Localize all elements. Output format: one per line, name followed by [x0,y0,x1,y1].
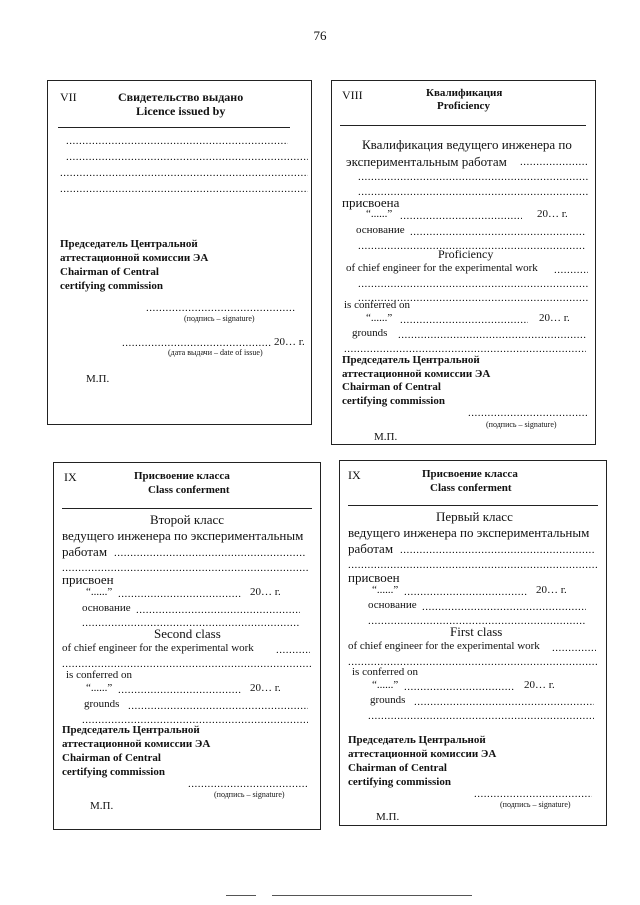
signature-caption: (подпись – signature) [214,790,285,799]
chairman-en-line2: certifying commission [62,766,165,778]
date-quote: “......” [366,208,393,220]
signature-caption: (подпись – signature) [184,314,255,323]
footer-rule-fragment [226,895,256,896]
assigned-label: присвоен [62,572,114,587]
class-ru: Первый класс [436,509,513,524]
qualification-line2: экспериментальным работам [346,154,507,169]
fill-line [276,645,310,656]
chairman-en-line1: Chairman of Central [62,752,161,764]
lead-ru: ведущего инженера по экспериментальным [348,525,590,540]
fill-line [400,211,522,222]
section-title-ru: Присвоение класса [422,468,518,480]
section-title-ru: Квалификация [426,87,503,99]
stamp-mark: М.П. [90,800,114,812]
date-quote: “......” [86,682,113,694]
chairman-en-line1: Chairman of Central [60,266,159,278]
footer-rule [272,895,472,896]
chairman-ru-line1: Председатель Центральной [342,354,480,366]
signature-line [468,408,588,419]
conferred-label: is conferred on [66,669,132,681]
chairman-ru-line2: аттестационной комиссии ЭА [60,252,209,264]
proficiency-line: of chief engineer for the experimental work [346,262,538,274]
assigned-label: присвоен [348,570,400,585]
panel-proficiency [331,80,596,445]
section-number: VIII [342,88,363,102]
fill-line [358,172,588,183]
section-title-ru: Присвоение класса [134,470,230,482]
fill-line [66,136,288,147]
fill-line [60,168,308,179]
chairman-ru-line2: аттестационной комиссии ЭА [348,748,497,760]
fill-line [552,643,596,654]
fill-line [118,589,242,600]
qualification-line1: Квалификация ведущего инженера по [362,137,572,152]
chairman-ru-line2: аттестационной комиссии ЭА [62,738,211,750]
works-label: работам [348,541,394,556]
class-line-en: of chief engineer for the experimental work [348,640,540,652]
fill-line [398,330,586,341]
year-suffix: 20… г. [274,336,305,348]
date-quote: “......” [372,584,399,596]
fill-line [118,685,242,696]
section-number: IX [348,468,361,482]
fill-line [554,265,588,276]
chairman-en-line1: Chairman of Central [342,381,441,393]
page-number: 76 [313,28,327,43]
stamp-mark: М.П. [86,373,110,385]
fill-line [136,605,300,616]
year-suffix: 20… г. [250,682,281,694]
section-title-en: Licence issued by [136,104,226,118]
class-ru: Второй класс [150,512,225,527]
section-number: VII [60,90,77,104]
section-number: IX [64,470,77,484]
basis-label: основание [368,599,417,611]
signature-caption: (подпись – signature) [486,420,557,429]
year-suffix: 20… г. [536,584,567,596]
grounds-label: grounds [370,694,406,706]
chairman-ru-line2: аттестационной комиссии ЭА [342,368,491,380]
date-quote: “......” [86,586,113,598]
chairman-ru-line1: Председатель Центральной [60,238,198,250]
year-suffix: 20… г. [539,312,570,324]
divider [62,508,312,509]
section-title-en: Class conferment [148,484,230,496]
fill-line [520,157,588,168]
class-en: Second class [154,626,221,641]
basis-label: основание [356,224,405,236]
fill-line [400,545,594,556]
divider [58,127,290,128]
signature-caption: (подпись – signature) [500,800,571,809]
fill-line [400,315,528,326]
fill-line [404,587,528,598]
panel-licence-issued [47,80,312,425]
fill-line [422,602,586,613]
conferred-label: is conferred on [352,666,418,678]
fill-line [358,279,588,290]
fill-line [60,184,308,195]
grounds-label: grounds [352,327,388,339]
divider [340,125,586,126]
year-suffix: 20… г. [250,586,281,598]
fill-line [404,682,514,693]
date-quote: “......” [366,312,393,324]
panel-class-conferment-second [53,462,321,830]
chairman-ru-line1: Председатель Центральной [62,724,200,736]
class-en: First class [450,624,503,639]
assigned-label: присвоена [342,195,400,210]
section-title-ru: Свидетельство выдано [118,90,244,104]
stamp-mark: М.П. [376,811,400,823]
fill-line [414,697,594,708]
fill-line [128,701,308,712]
proficiency-en: Proficiency [438,247,494,261]
signature-line [146,303,296,314]
section-title-en: Proficiency [437,100,490,112]
works-label: работам [62,544,108,559]
chairman-en-line2: certifying commission [342,395,445,407]
year-suffix: 20… г. [524,679,555,691]
fill-line [410,227,586,238]
conferred-label: is conferred on [344,299,410,311]
section-title-en: Class conferment [430,482,512,494]
date-caption: (дата выдачи – date of issue) [168,348,263,357]
signature-line [188,779,308,790]
fill-line [368,711,594,722]
grounds-label: grounds [84,698,120,710]
year-suffix: 20… г. [537,208,568,220]
stamp-mark: М.П. [374,431,398,443]
fill-line [114,548,306,559]
chairman-en-line2: certifying commission [60,280,163,292]
chairman-en-line1: Chairman of Central [348,762,447,774]
signature-line [474,789,592,800]
fill-line [66,152,308,163]
chairman-ru-line1: Председатель Центральной [348,734,486,746]
date-quote: “......” [372,679,399,691]
panel-class-conferment-first [339,460,607,826]
basis-label: основание [82,602,131,614]
class-line-en: of chief engineer for the experimental work [62,642,254,654]
divider [348,505,598,506]
chairman-en-line2: certifying commission [348,776,451,788]
lead-ru: ведущего инженера по экспериментальным [62,528,304,543]
